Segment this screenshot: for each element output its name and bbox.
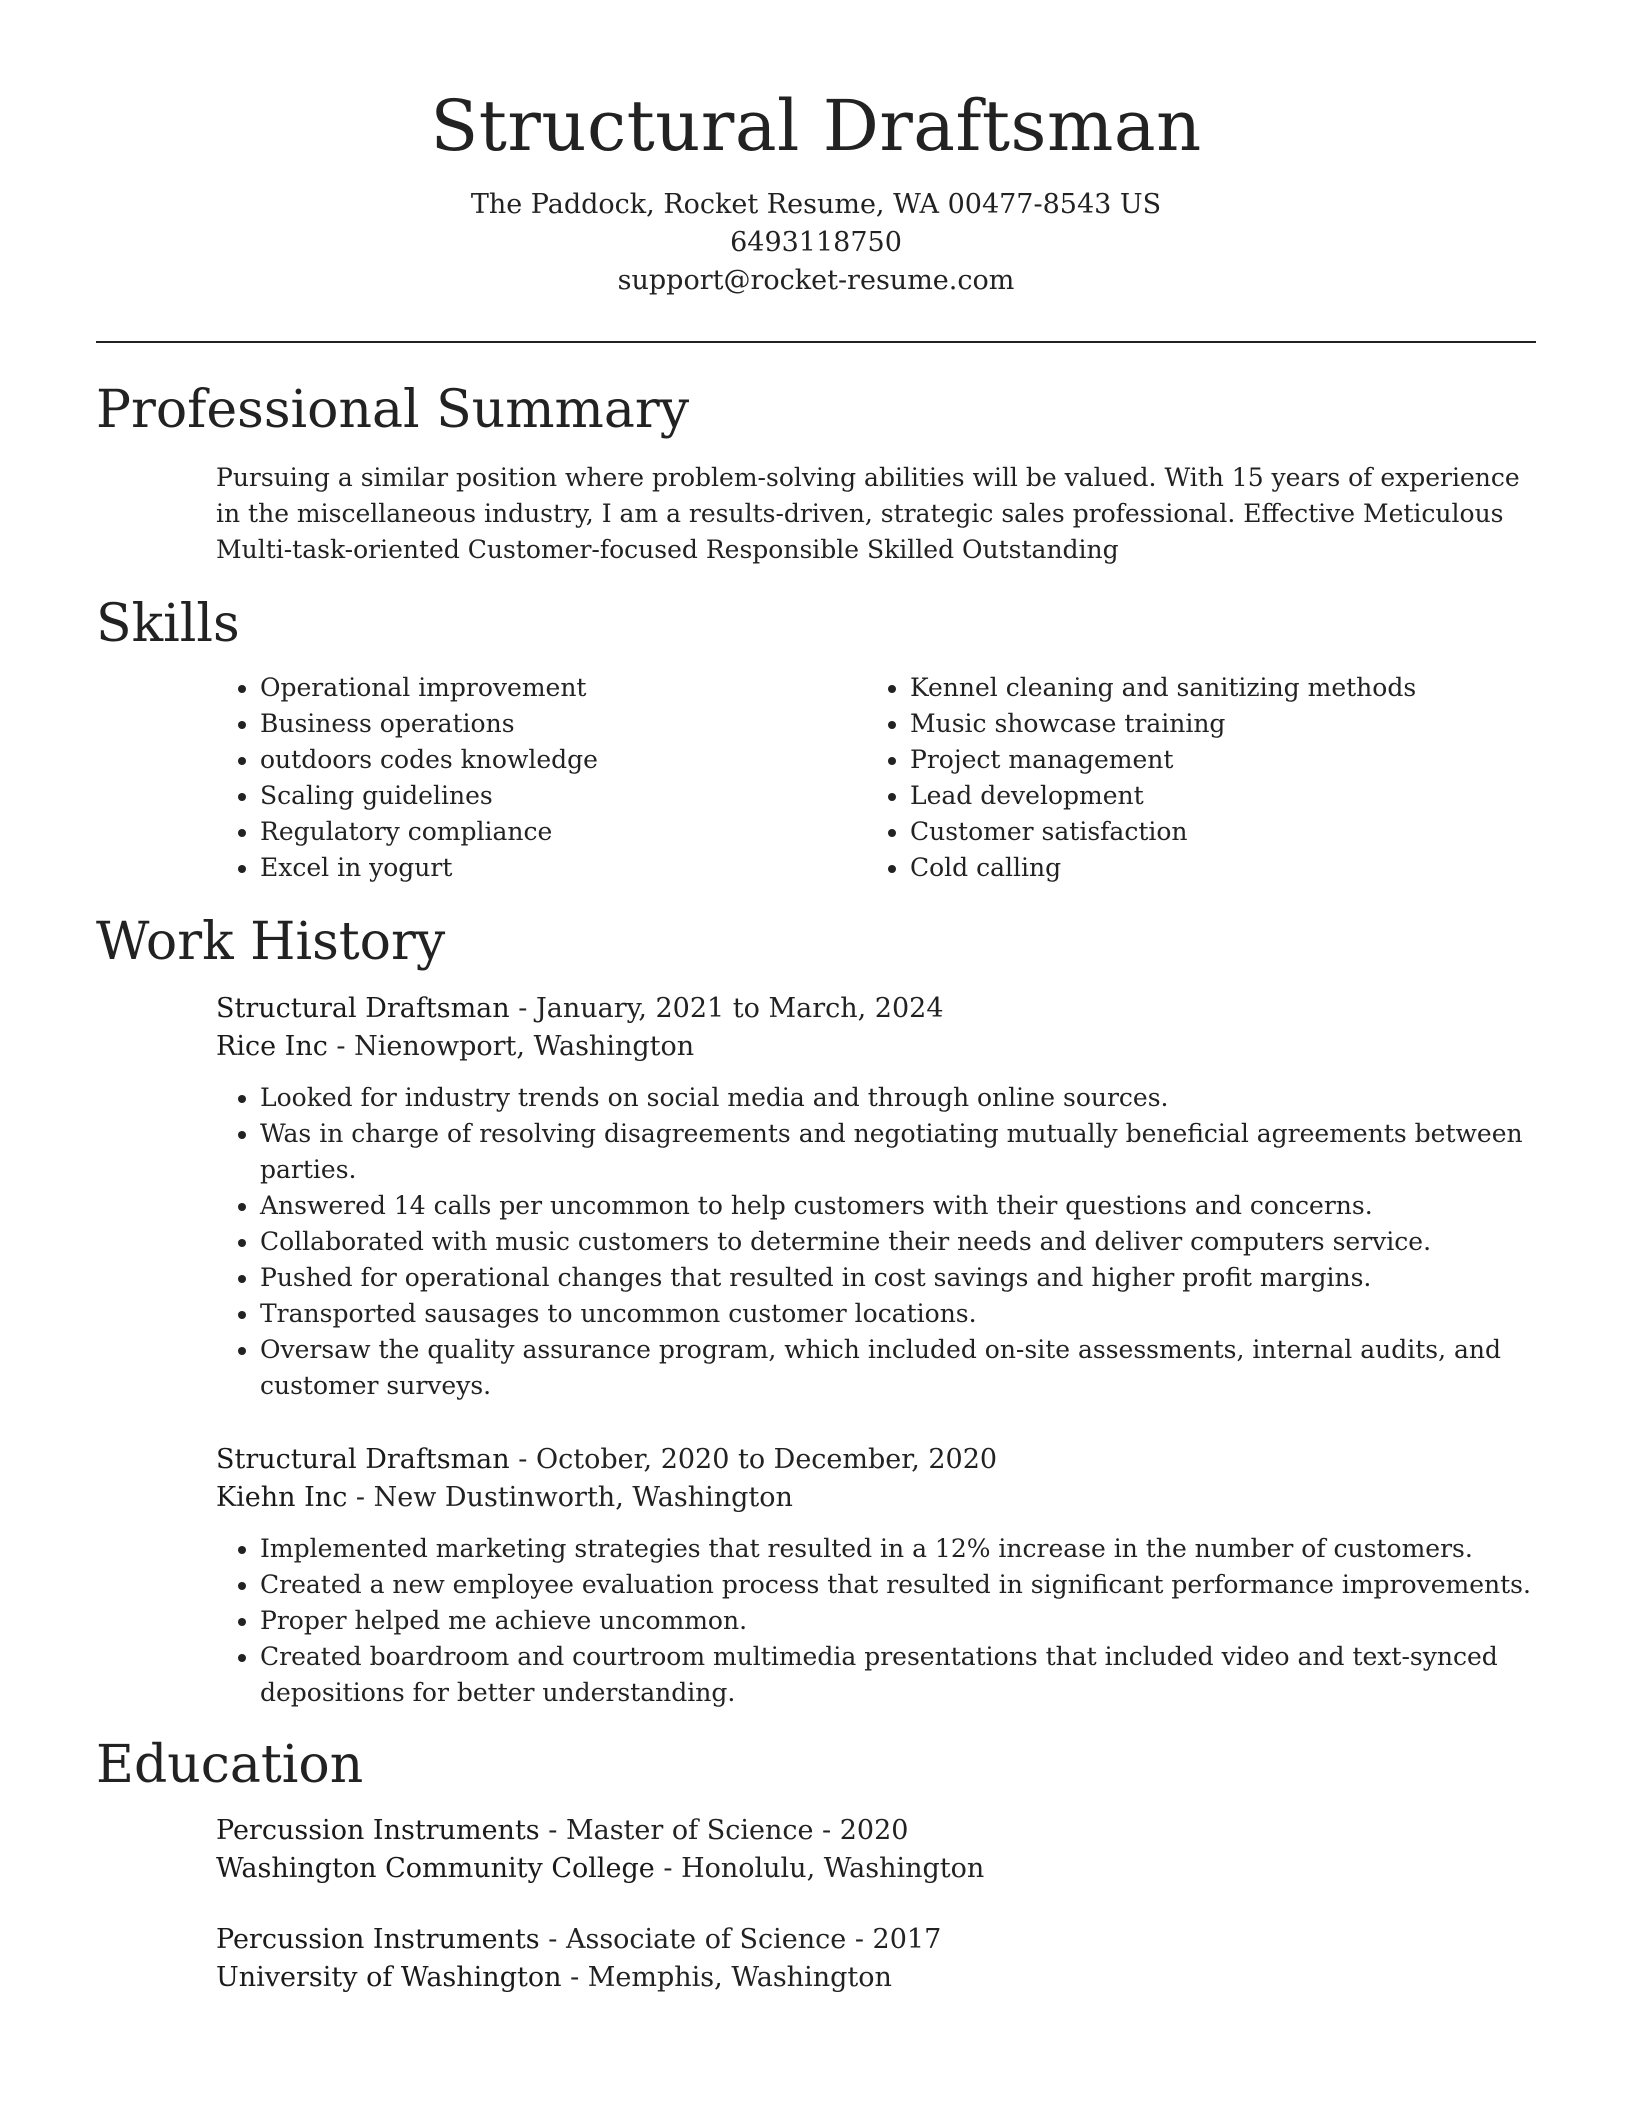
job-duty: • Pushed for operational changes that resulted in cost savings and higher profit margins. bbox=[260, 1260, 1536, 1296]
education-year: - 2017 bbox=[846, 1924, 942, 1955]
education-degree: - Master of Science bbox=[539, 1815, 814, 1846]
skill-item: • Cold calling bbox=[910, 850, 1516, 886]
education-entry bbox=[216, 1812, 1536, 1888]
skill-item: • Customer satisfaction bbox=[910, 814, 1516, 850]
job-role: Structural Draftsman bbox=[216, 993, 510, 1024]
summary-text: Pursuing a similar position where problem-solving abilities will be valued. With 15 years of experience in the miscellaneous industry, I am a results-driven, strategic sales professional. Effective Meticulous Multi-task-oriented Customer-focused Responsible Skilled Outstanding bbox=[216, 463, 1520, 564]
job-duty: • Collaborated with music customers to determine their needs and deliver computers service. bbox=[260, 1224, 1536, 1260]
education-entry bbox=[216, 1921, 1536, 1997]
resume-header bbox=[0, 80, 1632, 300]
job-entry bbox=[216, 1441, 1536, 1711]
job-duty: • Created a new employee evaluation process that resulted in significant performance improvements. bbox=[260, 1567, 1536, 1603]
contact-address: The Paddock, Rocket Resume, WA 00477-8543 US bbox=[470, 189, 1162, 220]
skill-item: • Lead development bbox=[910, 778, 1516, 814]
skills-title: Skills bbox=[96, 594, 240, 654]
contact-info bbox=[0, 186, 1632, 300]
skill-item: • Scaling guidelines bbox=[260, 778, 866, 814]
job-role: Structural Draftsman bbox=[216, 1444, 510, 1475]
education-degree-line bbox=[216, 1812, 1536, 1850]
job-company-line bbox=[216, 1479, 1536, 1517]
skills-column-right bbox=[866, 670, 1516, 886]
work-history-title: Work History bbox=[96, 912, 446, 972]
job-title-line bbox=[216, 1441, 1536, 1479]
skills-column-left bbox=[216, 670, 866, 886]
education-school-line bbox=[216, 1850, 1536, 1888]
education-degree: - Associate of Science bbox=[539, 1924, 847, 1955]
skill-item: • Operational improvement bbox=[260, 670, 866, 706]
job-dates: - January, 2021 to March, 2024 bbox=[509, 993, 944, 1024]
summary-title: Professional Summary bbox=[96, 380, 690, 440]
job-duty: • Answered 14 calls per uncommon to help customers with their questions and concerns. bbox=[260, 1188, 1536, 1224]
education-field: Percussion Instruments bbox=[216, 1815, 540, 1846]
candidate-name: Structural Draftsman bbox=[430, 85, 1202, 167]
contact-email: support@rocket-resume.com bbox=[617, 265, 1015, 296]
job-location: - New Dustinworth, Washington bbox=[347, 1482, 793, 1513]
job-duty: • Looked for industry trends on social media and through online sources. bbox=[260, 1080, 1536, 1116]
education-school: University of Washington bbox=[216, 1962, 562, 1993]
job-title-line bbox=[216, 990, 1536, 1028]
education-year: - 2020 bbox=[813, 1815, 909, 1846]
job-duty: • Oversaw the quality assurance program, which included on-site assessments, internal audits, and customer surveys. bbox=[260, 1332, 1536, 1404]
skill-item: • Music showcase training bbox=[910, 706, 1516, 742]
skill-item: • Regulatory compliance bbox=[260, 814, 866, 850]
job-duty: • Proper helped me achieve uncommon. bbox=[260, 1603, 1536, 1639]
education-school: Washington Community College bbox=[216, 1853, 655, 1884]
job-duty: • Created boardroom and courtroom multimedia presentations that included video and text-synced depositions for better understanding. bbox=[260, 1639, 1536, 1711]
education-school-line bbox=[216, 1959, 1536, 1997]
job-dates: - October, 2020 to December, 2020 bbox=[509, 1444, 998, 1475]
skill-item: • Excel in yogurt bbox=[260, 850, 866, 886]
summary-section bbox=[216, 460, 1536, 568]
education-location: - Honolulu, Washington bbox=[654, 1853, 985, 1884]
job-location: - Nienowport, Washington bbox=[327, 1031, 695, 1062]
skill-item: • Project management bbox=[910, 742, 1516, 778]
skills-list bbox=[216, 670, 1536, 886]
job-duty: • Was in charge of resolving disagreements and negotiating mutually beneficial agreements between parties. bbox=[260, 1116, 1536, 1188]
job-company: Rice Inc bbox=[216, 1031, 328, 1062]
contact-phone: 6493118750 bbox=[730, 227, 902, 258]
education-title: Education bbox=[96, 1735, 364, 1795]
job-duty: • Transported sausages to uncommon customer locations. bbox=[260, 1296, 1536, 1332]
education-location: - Memphis, Washington bbox=[561, 1962, 892, 1993]
job-company-line bbox=[216, 1028, 1536, 1066]
skill-item: • outdoors codes knowledge bbox=[260, 742, 866, 778]
skill-item: • Kennel cleaning and sanitizing methods bbox=[910, 670, 1516, 706]
header-divider bbox=[96, 341, 1536, 343]
job-company: Kiehn Inc bbox=[216, 1482, 348, 1513]
education-degree-line bbox=[216, 1921, 1536, 1959]
job-duties bbox=[216, 1080, 1536, 1404]
job-entry bbox=[216, 990, 1536, 1404]
job-duty: • Implemented marketing strategies that resulted in a 12% increase in the number of customers. bbox=[260, 1531, 1536, 1567]
job-duties bbox=[216, 1531, 1536, 1711]
education-field: Percussion Instruments bbox=[216, 1924, 540, 1955]
skill-item: • Business operations bbox=[260, 706, 866, 742]
